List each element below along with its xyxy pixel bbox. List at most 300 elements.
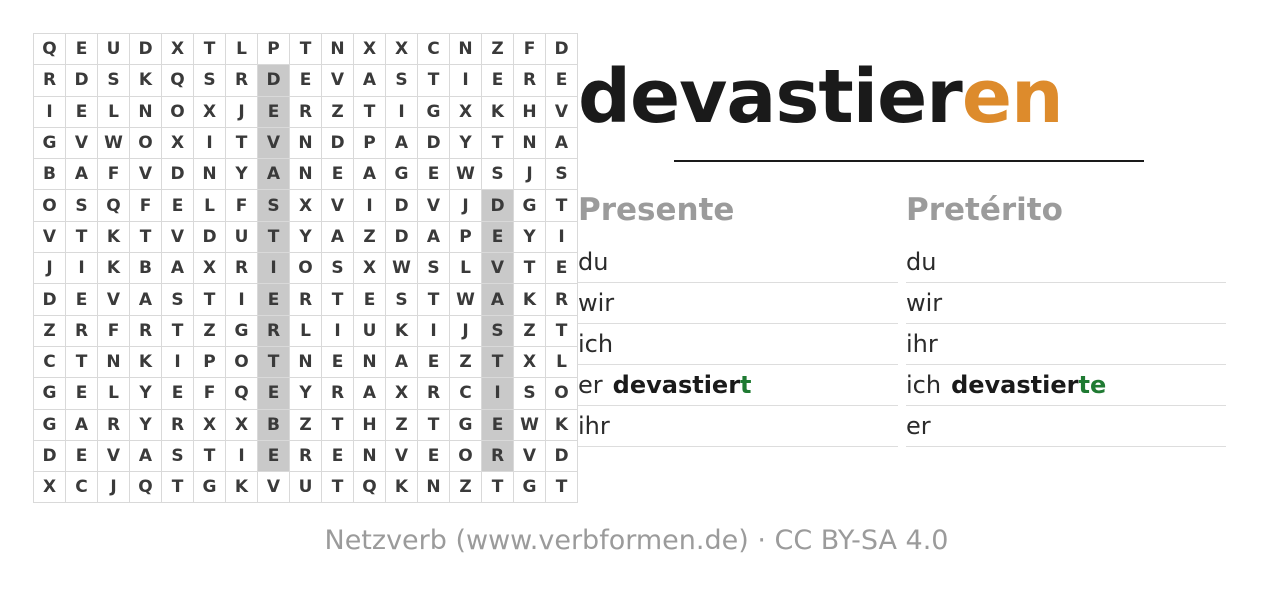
answer-stem: devastier — [612, 371, 741, 399]
puzzle-cell: Y — [130, 409, 162, 440]
conjugation-row[interactable] — [906, 365, 1226, 406]
puzzle-cell: R — [546, 284, 578, 315]
puzzle-cell: T — [514, 253, 546, 284]
answer-text — [613, 371, 752, 399]
puzzle-cell: R — [130, 315, 162, 346]
puzzle-cell: A — [546, 127, 578, 158]
puzzle-cell: E — [162, 378, 194, 409]
puzzle-cell: T — [482, 346, 514, 377]
puzzle-cell: N — [418, 472, 450, 503]
puzzle-cell: A — [354, 378, 386, 409]
puzzle-cell: D — [386, 221, 418, 252]
puzzle-cell: I — [386, 96, 418, 127]
puzzle-cell: V — [130, 159, 162, 190]
answer-text — [951, 371, 1106, 399]
conjugation-row[interactable] — [578, 283, 898, 324]
puzzle-cell: I — [34, 96, 66, 127]
puzzle-cell: X — [34, 472, 66, 503]
puzzle-cell: C — [418, 34, 450, 65]
puzzle-cell: D — [322, 127, 354, 158]
puzzle-cell: G — [418, 96, 450, 127]
puzzle-row — [34, 346, 578, 377]
puzzle-cell: W — [98, 127, 130, 158]
conjugation-row[interactable] — [906, 406, 1226, 447]
puzzle-cell: L — [546, 346, 578, 377]
puzzle-cell: S — [386, 65, 418, 96]
puzzle-cell: E — [66, 96, 98, 127]
puzzle-cell: T — [354, 96, 386, 127]
verb-panel — [578, 54, 1238, 447]
puzzle-cell: N — [290, 159, 322, 190]
puzzle-cell: G — [514, 472, 546, 503]
puzzle-cell: D — [194, 221, 226, 252]
puzzle-cell: R — [290, 284, 322, 315]
puzzle-cell: O — [130, 127, 162, 158]
puzzle-cell: Q — [162, 65, 194, 96]
puzzle-cell: T — [418, 65, 450, 96]
puzzle-cell: E — [66, 34, 98, 65]
puzzle-cell: L — [98, 378, 130, 409]
puzzle-cell: I — [226, 440, 258, 471]
puzzle-cell: R — [34, 65, 66, 96]
puzzle-cell: V — [418, 190, 450, 221]
puzzle-cell: Z — [290, 409, 322, 440]
puzzle-cell: O — [546, 378, 578, 409]
puzzle-cell: Z — [194, 315, 226, 346]
puzzle-cell: T — [322, 284, 354, 315]
puzzle-cell: Y — [290, 221, 322, 252]
puzzle-cell: Z — [450, 472, 482, 503]
puzzle-cell: W — [514, 409, 546, 440]
puzzle-cell: S — [546, 159, 578, 190]
puzzle-cell: F — [98, 315, 130, 346]
puzzle-cell: T — [194, 34, 226, 65]
puzzle-cell: C — [450, 378, 482, 409]
conjugation-row[interactable] — [906, 324, 1226, 365]
puzzle-cell: N — [194, 159, 226, 190]
pronoun-label: ich — [578, 330, 614, 358]
puzzle-cell: P — [354, 127, 386, 158]
puzzle-cell: E — [66, 440, 98, 471]
puzzle-cell: T — [546, 472, 578, 503]
puzzle-cell: K — [386, 472, 418, 503]
puzzle-cell: E — [418, 346, 450, 377]
puzzle-row — [34, 190, 578, 221]
answer-ending: te — [1078, 371, 1107, 399]
conjugation-row[interactable] — [578, 406, 898, 447]
puzzle-cell: T — [482, 472, 514, 503]
puzzle-cell: V — [322, 65, 354, 96]
puzzle-cell: N — [450, 34, 482, 65]
puzzle-row — [34, 221, 578, 252]
puzzle-cell: E — [66, 284, 98, 315]
puzzle-cell: G — [386, 159, 418, 190]
answer-stem: devastier — [951, 371, 1079, 399]
puzzle-cell: R — [226, 253, 258, 284]
puzzle-cell: X — [194, 409, 226, 440]
puzzle-cell: N — [322, 34, 354, 65]
puzzle-cell: A — [354, 159, 386, 190]
puzzle-cell: F — [226, 190, 258, 221]
puzzle-cell: S — [98, 65, 130, 96]
puzzle-cell: A — [482, 284, 514, 315]
puzzle-cell: T — [258, 221, 290, 252]
puzzle-cell: I — [258, 253, 290, 284]
puzzle-cell: G — [450, 409, 482, 440]
puzzle-cell: P — [258, 34, 290, 65]
puzzle-cell: X — [386, 378, 418, 409]
puzzle-row — [34, 34, 578, 65]
puzzle-cell: N — [514, 127, 546, 158]
puzzle-cell: I — [194, 127, 226, 158]
puzzle-cell: T — [546, 190, 578, 221]
puzzle-cell: X — [354, 34, 386, 65]
puzzle-cell: R — [226, 65, 258, 96]
puzzle-cell: I — [450, 65, 482, 96]
puzzle-cell: S — [482, 315, 514, 346]
puzzle-cell: T — [418, 284, 450, 315]
puzzle-cell: E — [258, 378, 290, 409]
answer-ending: t — [740, 371, 752, 399]
puzzle-row — [34, 253, 578, 284]
puzzle-cell: V — [162, 221, 194, 252]
puzzle-cell: V — [98, 440, 130, 471]
puzzle-cell: R — [162, 409, 194, 440]
tense-heading: Presente — [578, 192, 735, 228]
puzzle-cell: I — [482, 378, 514, 409]
puzzle-cell: F — [130, 190, 162, 221]
pronoun-label: wir — [906, 289, 943, 317]
conjugation-row[interactable] — [906, 242, 1226, 283]
puzzle-cell: U — [98, 34, 130, 65]
puzzle-cell: Z — [386, 409, 418, 440]
puzzle-cell: T — [226, 127, 258, 158]
puzzle-cell: Q — [34, 34, 66, 65]
puzzle-cell: D — [482, 190, 514, 221]
puzzle-cell: T — [546, 315, 578, 346]
puzzle-cell: K — [386, 315, 418, 346]
puzzle-cell: T — [290, 34, 322, 65]
puzzle-cell: S — [418, 253, 450, 284]
puzzle-cell: L — [98, 96, 130, 127]
puzzle-cell: I — [226, 284, 258, 315]
puzzle-cell: R — [322, 378, 354, 409]
puzzle-cell: T — [258, 346, 290, 377]
puzzle-cell: U — [226, 221, 258, 252]
puzzle-cell: R — [290, 440, 322, 471]
puzzle-cell: I — [418, 315, 450, 346]
puzzle-cell: V — [98, 284, 130, 315]
puzzle-cell: T — [66, 346, 98, 377]
puzzle-row — [34, 472, 578, 503]
puzzle-cell: S — [514, 378, 546, 409]
puzzle-cell: K — [514, 284, 546, 315]
puzzle-cell: X — [514, 346, 546, 377]
puzzle-row — [34, 284, 578, 315]
puzzle-cell: V — [546, 96, 578, 127]
puzzle-cell: Q — [130, 472, 162, 503]
puzzle-cell: L — [226, 34, 258, 65]
puzzle-cell: S — [194, 65, 226, 96]
puzzle-cell: S — [162, 440, 194, 471]
puzzle-cell: K — [546, 409, 578, 440]
puzzle-cell: H — [514, 96, 546, 127]
puzzle-cell: E — [258, 440, 290, 471]
puzzle-cell: I — [546, 221, 578, 252]
puzzle-table — [33, 33, 578, 503]
puzzle-cell: T — [162, 472, 194, 503]
puzzle-cell: G — [194, 472, 226, 503]
puzzle-cell: R — [66, 315, 98, 346]
puzzle-cell: E — [290, 65, 322, 96]
puzzle-cell: I — [354, 190, 386, 221]
puzzle-cell: Z — [482, 34, 514, 65]
puzzle-cell: X — [162, 127, 194, 158]
puzzle-cell: V — [34, 221, 66, 252]
puzzle-cell: X — [386, 34, 418, 65]
puzzle-row — [34, 315, 578, 346]
puzzle-cell: X — [194, 96, 226, 127]
title-divider — [674, 160, 1144, 162]
puzzle-cell: Q — [354, 472, 386, 503]
puzzle-cell: X — [354, 253, 386, 284]
puzzle-cell: E — [482, 221, 514, 252]
puzzle-cell: X — [162, 34, 194, 65]
puzzle-cell: E — [258, 96, 290, 127]
puzzle-cell: V — [322, 190, 354, 221]
puzzle-cell: D — [418, 127, 450, 158]
puzzle-cell: P — [194, 346, 226, 377]
puzzle-cell: L — [194, 190, 226, 221]
puzzle-cell: T — [322, 409, 354, 440]
puzzle-cell: G — [226, 315, 258, 346]
puzzle-cell: D — [258, 65, 290, 96]
puzzle-cell: D — [162, 159, 194, 190]
puzzle-cell: D — [546, 34, 578, 65]
puzzle-cell: A — [386, 346, 418, 377]
puzzle-cell: E — [322, 346, 354, 377]
puzzle-row — [34, 440, 578, 471]
puzzle-cell: K — [98, 221, 130, 252]
puzzle-cell: U — [354, 315, 386, 346]
puzzle-cell: D — [546, 440, 578, 471]
puzzle-cell: E — [66, 378, 98, 409]
pronoun-label: du — [578, 248, 609, 276]
puzzle-cell: Z — [34, 315, 66, 346]
puzzle-cell: Y — [226, 159, 258, 190]
puzzle-cell: O — [290, 253, 322, 284]
puzzle-cell: J — [450, 190, 482, 221]
conjugation-column — [578, 192, 898, 447]
puzzle-cell: F — [98, 159, 130, 190]
puzzle-row — [34, 127, 578, 158]
puzzle-cell: Y — [290, 378, 322, 409]
puzzle-cell: E — [546, 253, 578, 284]
puzzle-cell: T — [162, 315, 194, 346]
tense-heading: Pretérito — [906, 192, 1063, 228]
conjugation-row[interactable] — [578, 242, 898, 283]
puzzle-cell: Z — [354, 221, 386, 252]
puzzle-cell: O — [450, 440, 482, 471]
puzzle-cell: I — [162, 346, 194, 377]
puzzle-cell: N — [354, 346, 386, 377]
puzzle-cell: E — [322, 159, 354, 190]
puzzle-cell: A — [130, 284, 162, 315]
puzzle-row — [34, 159, 578, 190]
puzzle-cell: X — [194, 253, 226, 284]
puzzle-cell: E — [322, 440, 354, 471]
puzzle-cell: V — [482, 253, 514, 284]
puzzle-cell: D — [130, 34, 162, 65]
puzzle-cell: R — [418, 378, 450, 409]
puzzle-cell: E — [482, 65, 514, 96]
puzzle-cell: R — [482, 440, 514, 471]
puzzle-cell: N — [98, 346, 130, 377]
pronoun-label: du — [906, 248, 937, 276]
puzzle-cell: T — [322, 472, 354, 503]
puzzle-cell: A — [322, 221, 354, 252]
puzzle-cell: S — [386, 284, 418, 315]
puzzle-cell: V — [514, 440, 546, 471]
puzzle-row — [34, 96, 578, 127]
puzzle-cell: D — [386, 190, 418, 221]
word-search-grid — [33, 33, 578, 503]
puzzle-cell: U — [290, 472, 322, 503]
puzzle-cell: L — [290, 315, 322, 346]
puzzle-cell: E — [258, 284, 290, 315]
footer-credit: Netzverb (www.verbformen.de) · CC BY-SA 4.0 — [324, 525, 949, 556]
puzzle-cell: D — [34, 440, 66, 471]
puzzle-cell: K — [130, 346, 162, 377]
puzzle-cell: R — [290, 96, 322, 127]
puzzle-row — [34, 378, 578, 409]
puzzle-cell: J — [514, 159, 546, 190]
puzzle-cell: K — [130, 65, 162, 96]
puzzle-cell: J — [34, 253, 66, 284]
puzzle-cell: J — [226, 96, 258, 127]
puzzle-cell: E — [418, 159, 450, 190]
puzzle-cell: D — [34, 284, 66, 315]
puzzle-cell: X — [290, 190, 322, 221]
puzzle-cell: Q — [98, 190, 130, 221]
puzzle-cell: S — [162, 284, 194, 315]
puzzle-cell: N — [354, 440, 386, 471]
puzzle-cell: D — [66, 65, 98, 96]
puzzle-cell: G — [514, 190, 546, 221]
puzzle-cell: F — [514, 34, 546, 65]
puzzle-cell: A — [130, 440, 162, 471]
puzzle-cell: A — [386, 127, 418, 158]
puzzle-cell: C — [34, 346, 66, 377]
puzzle-cell: T — [482, 127, 514, 158]
puzzle-cell: H — [354, 409, 386, 440]
puzzle-cell: K — [482, 96, 514, 127]
puzzle-cell: X — [450, 96, 482, 127]
puzzle-cell: L — [450, 253, 482, 284]
puzzle-cell: O — [162, 96, 194, 127]
puzzle-cell: S — [258, 190, 290, 221]
conjugation-column — [906, 192, 1226, 447]
puzzle-cell: A — [354, 65, 386, 96]
conjugation-row[interactable] — [906, 283, 1226, 324]
puzzle-cell: Y — [514, 221, 546, 252]
puzzle-cell: V — [386, 440, 418, 471]
puzzle-cell: V — [66, 127, 98, 158]
puzzle-cell: A — [162, 253, 194, 284]
headword-suffix: en — [961, 54, 1063, 140]
puzzle-cell: X — [226, 409, 258, 440]
puzzle-cell: Y — [450, 127, 482, 158]
puzzle-cell: N — [290, 346, 322, 377]
pronoun-label: ihr — [906, 330, 938, 358]
puzzle-cell: B — [34, 159, 66, 190]
puzzle-cell: N — [290, 127, 322, 158]
puzzle-cell: T — [418, 409, 450, 440]
puzzle-cell: O — [34, 190, 66, 221]
puzzle-cell: J — [98, 472, 130, 503]
puzzle-cell: E — [418, 440, 450, 471]
pronoun-label: er — [578, 371, 603, 399]
puzzle-cell: I — [66, 253, 98, 284]
puzzle-cell: P — [450, 221, 482, 252]
puzzle-cell: V — [258, 127, 290, 158]
conjugation-row[interactable] — [578, 365, 898, 406]
puzzle-cell: R — [258, 315, 290, 346]
puzzle-cell: R — [98, 409, 130, 440]
puzzle-cell: Q — [226, 378, 258, 409]
puzzle-cell: N — [130, 96, 162, 127]
puzzle-cell: E — [546, 65, 578, 96]
puzzle-cell: S — [322, 253, 354, 284]
page-title — [578, 54, 1238, 140]
puzzle-cell: G — [34, 409, 66, 440]
puzzle-cell: E — [482, 409, 514, 440]
conjugation-row[interactable] — [578, 324, 898, 365]
puzzle-cell: K — [98, 253, 130, 284]
puzzle-cell: I — [322, 315, 354, 346]
puzzle-cell: T — [194, 284, 226, 315]
pronoun-label: wir — [578, 289, 615, 317]
puzzle-cell: B — [258, 409, 290, 440]
puzzle-cell: V — [258, 472, 290, 503]
puzzle-cell: A — [258, 159, 290, 190]
conjugation-tables — [578, 192, 1238, 447]
puzzle-cell: K — [226, 472, 258, 503]
puzzle-cell: A — [418, 221, 450, 252]
puzzle-cell: S — [482, 159, 514, 190]
pronoun-label: ihr — [578, 412, 610, 440]
puzzle-cell: C — [66, 472, 98, 503]
puzzle-cell: F — [194, 378, 226, 409]
puzzle-cell: W — [450, 284, 482, 315]
puzzle-cell: G — [34, 378, 66, 409]
puzzle-cell: T — [130, 221, 162, 252]
puzzle-cell: Z — [514, 315, 546, 346]
puzzle-cell: J — [450, 315, 482, 346]
puzzle-cell: E — [162, 190, 194, 221]
puzzle-cell: Y — [130, 378, 162, 409]
puzzle-cell: T — [66, 221, 98, 252]
puzzle-cell: O — [226, 346, 258, 377]
puzzle-cell: A — [66, 159, 98, 190]
puzzle-cell: A — [66, 409, 98, 440]
puzzle-cell: Z — [450, 346, 482, 377]
puzzle-cell: B — [130, 253, 162, 284]
puzzle-cell: G — [34, 127, 66, 158]
puzzle-row — [34, 65, 578, 96]
puzzle-cell: W — [450, 159, 482, 190]
puzzle-cell: S — [66, 190, 98, 221]
